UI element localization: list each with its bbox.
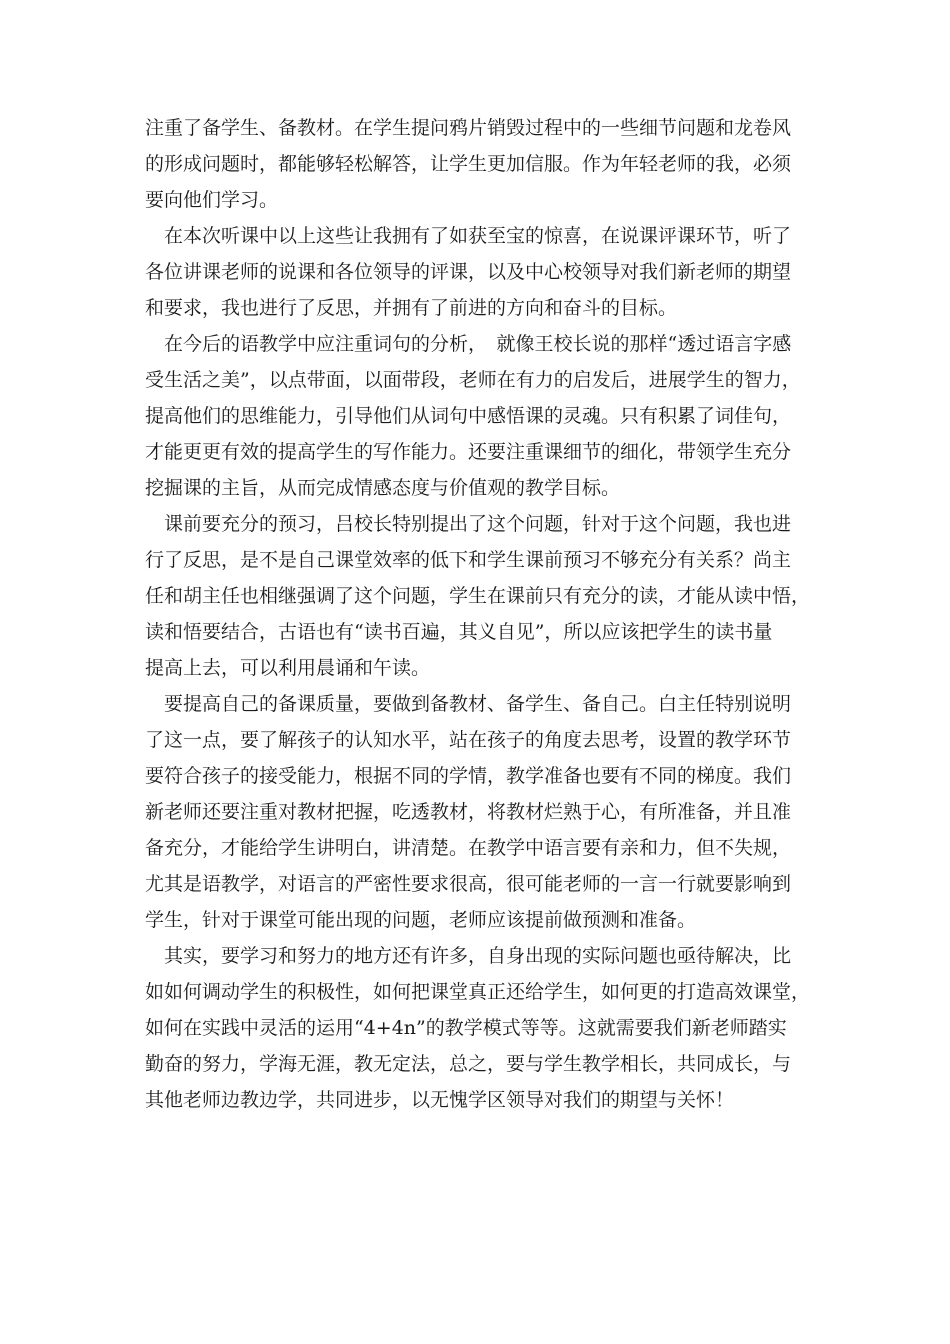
text-line: 如何在实践中灵活的运用“4+4n”的教学模式等等。这就需要我们新老师踏实 <box>145 1017 787 1039</box>
text-line: 注重了备学生、备教材。在学生提问鸦片销毁过程中的一些细节问题和龙卷风 <box>145 117 792 139</box>
text-line: 其实，要学习和努力的地方还有许多，自身出现的实际问题也亟待解决，比 <box>164 945 792 967</box>
text-line: 要符合孩子的接受能力，根据不同的学情，教学准备也要有不同的梯度。我们 <box>145 765 792 787</box>
text-line: 尤其是语教学，对语言的严密性要求很高，很可能老师的一言一行就要影响到 <box>145 873 792 895</box>
text-line: 在本次听课中以上这些让我拥有了如获至宝的惊喜，在说课评课环节，听了 <box>164 225 792 247</box>
text-line: 其他老师边教边学，共同进步，以无愧学区领导对我们的期望与关怀！ <box>145 1089 735 1111</box>
text-line: 课前要充分的预习，吕校长特别提出了这个问题，针对于这个问题，我也进 <box>164 513 792 535</box>
text-line: 各位讲课老师的说课和各位领导的评课，以及中心校领导对我们新老师的期望 <box>145 261 792 283</box>
text-line: 了这一点，要了解孩子的认知水平，站在孩子的角度去思考，设置的教学环节 <box>145 729 792 751</box>
text-line: 如如何调动学生的积极性，如何把课堂真正还给学生，如何更的打造高效课堂， <box>145 981 811 1003</box>
document-body <box>145 110 811 1118</box>
text-line: 要提高自己的备课质量，要做到备教材、备学生、备自己。白主任特别说明 <box>164 693 792 715</box>
text-line: 挖掘课的主旨，从而完成情感态度与价值观的教学目标。 <box>145 477 621 499</box>
text-line: 提高他们的思维能力，引导他们从词句中感悟课的灵魂。只有积累了词佳句， <box>145 405 792 427</box>
text-line: 的形成问题时，都能够轻松解答，让学生更加信服。作为年轻老师的我，必须 <box>145 153 792 175</box>
text-line: 行了反思，是不是自己课堂效率的低下和学生课前预习不够充分有关系？尚主 <box>145 549 792 571</box>
text-line: 受生活之美”，以点带面，以面带段，老师在有力的启发后，进展学生的智力， <box>145 369 801 391</box>
text-line: 任和胡主任也相继强调了这个问题，学生在课前只有充分的读，才能从读中悟， <box>145 585 811 607</box>
text-line: 学生，针对于课堂可能出现的问题，老师应该提前做预测和准备。 <box>145 909 697 931</box>
text-line: 备充分，才能给学生讲明白，讲清楚。在教学中语言要有亲和力，但不失规， <box>145 837 792 859</box>
text-line: 要向他们学习。 <box>145 189 279 211</box>
text-line: 勤奋的努力，学海无涯，教无定法，总之，要与学生教学相长，共同成长，与 <box>145 1053 792 1075</box>
text-line: 读和悟要结合，古语也有“读书百遍，其义自见”，所以应该把学生的读书量 <box>145 621 773 643</box>
text-line: 提高上去，可以利用晨诵和午读。 <box>145 657 431 679</box>
text-line: 在今后的语教学中应注重词句的分析， 就像王校长说的那样“透过语言字感 <box>164 333 792 355</box>
text-line: 新老师还要注重对教材把握，吃透教材，将教材烂熟于心，有所准备，并且准 <box>145 801 792 823</box>
text-line: 才能更更有效的提高学生的写作能力。还要注重课细节的细化，带领学生充分 <box>145 441 792 463</box>
text-line: 和要求，我也进行了反思，并拥有了前进的方向和奋斗的目标。 <box>145 297 678 319</box>
